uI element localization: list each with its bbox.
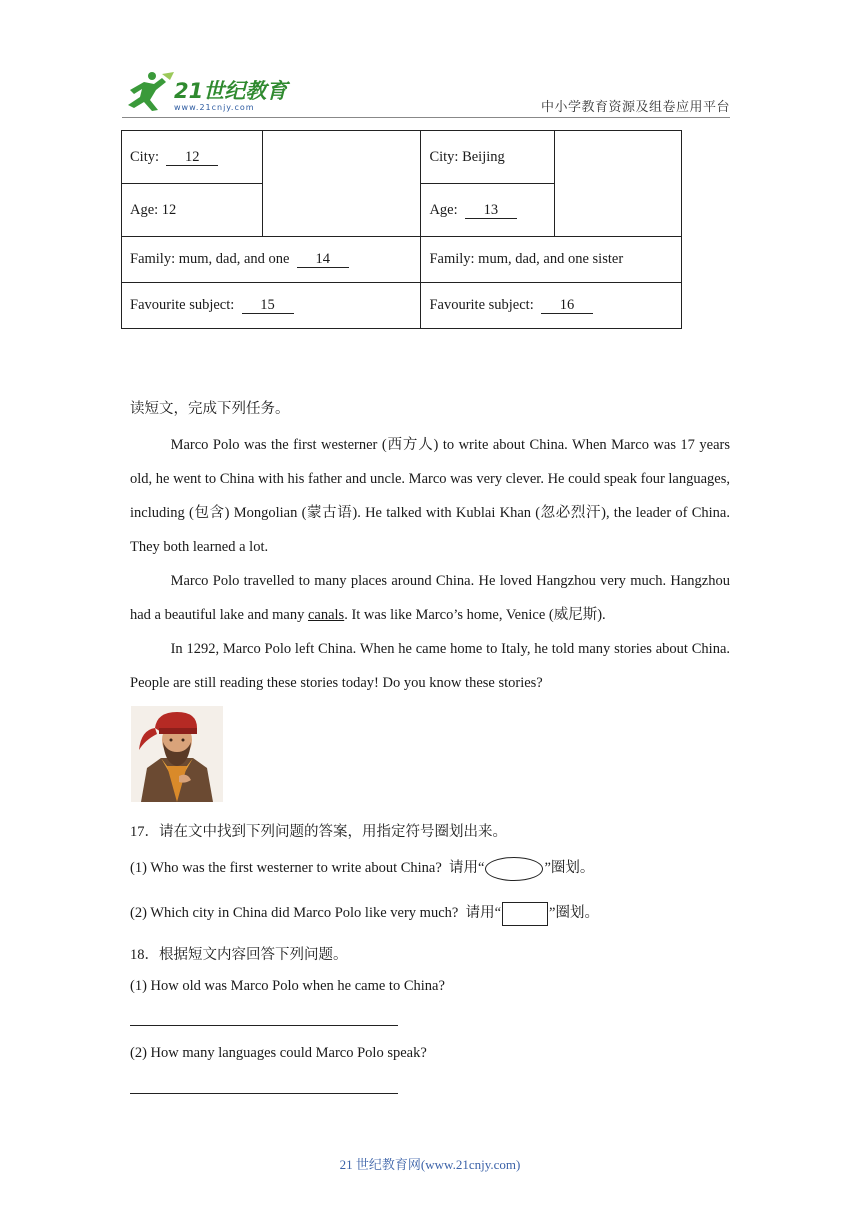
question-17-1	[130, 856, 594, 881]
left-age-cell: Age: 12	[122, 184, 263, 237]
question-17-1-pre: 请用“	[449, 860, 485, 876]
question-17-2-post: ”圈划。	[549, 905, 599, 921]
oval-symbol	[485, 857, 543, 881]
question-18-title: 18．根据短文内容回答下列问题。	[130, 947, 348, 963]
question-17-title: 17．请在文中找到下列问题的答案，用指定符号圈划出来。	[130, 824, 507, 840]
question-17-1-text: (1) Who was the first westerner to write about China?	[130, 860, 442, 876]
right-age-cell	[421, 184, 555, 237]
answer-line-18-1[interactable]	[130, 1025, 398, 1026]
blank-12: 12	[166, 149, 218, 166]
marco-polo-portrait	[131, 706, 223, 802]
reading-instruction: 读短文，完成下列任务。	[130, 401, 290, 417]
paragraph-1: Marco Polo was the first westerner (西方人) to write about China. When Marco was 17 years old, he went to China with his father and uncle. Marco was very clever. He could speak four languages, including (包含) Mongolian (蒙古语). He talked with Kublai Khan (忽必烈汗), the leader of China. They both learned a lot.	[130, 437, 730, 555]
portrait-illustration-icon	[131, 706, 223, 802]
left-photo-cell	[262, 131, 421, 237]
right-city-cell: City: Beijing	[421, 131, 555, 184]
info-table	[121, 130, 682, 329]
header-platform-text: 中小学教育资源及组卷应用平台	[540, 100, 730, 115]
paragraph-2	[130, 564, 730, 632]
question-17-2-text: (2) Which city in China did Marco Polo like very much?	[130, 905, 459, 921]
right-photo-cell	[555, 131, 682, 237]
right-subject-cell	[421, 283, 682, 329]
logo-runner-icon	[122, 70, 292, 114]
left-city-cell	[122, 131, 263, 184]
family-label: Family: mum, dad, and one	[130, 251, 290, 267]
logo	[122, 70, 292, 114]
right-family-cell: Family: mum, dad, and one sister	[421, 237, 682, 283]
blank-13: 13	[465, 202, 517, 219]
subject-label: Favourite subject:	[130, 297, 235, 313]
age-label: Age:	[429, 201, 458, 218]
question-17-1-post: ”圈划。	[544, 860, 595, 876]
question-17-2	[130, 901, 599, 926]
logo-url: www.21cnjy.com	[174, 103, 255, 112]
reading-passage	[130, 428, 730, 700]
canals-word: canals	[307, 607, 345, 623]
blank-14: 14	[297, 251, 349, 268]
left-family-cell	[122, 237, 421, 283]
logo-text: 21世纪教育	[174, 79, 288, 103]
header-divider	[122, 117, 730, 118]
blank-16: 16	[541, 297, 593, 314]
city-label: City:	[130, 148, 160, 165]
paragraph-2-text-b: . It was like Marco’s home, Venice (威尼斯).	[344, 607, 606, 623]
subject-label: Favourite subject:	[429, 297, 534, 313]
question-18-1: (1) How old was Marco Polo when he came to China?	[130, 978, 445, 994]
left-subject-cell	[122, 283, 421, 329]
answer-line-18-2[interactable]	[130, 1093, 398, 1094]
blank-15: 15	[242, 297, 294, 314]
footer-text[interactable]: 21 世纪教育网(www.21cnjy.com)	[339, 1157, 521, 1172]
question-17-2-pre: 请用“	[465, 905, 502, 921]
question-18-2: (2) How many languages could Marco Polo speak?	[130, 1045, 427, 1061]
rectangle-symbol	[502, 902, 548, 926]
paragraph-3: In 1292, Marco Polo left China. When he came home to Italy, he told many stories about China. People are still reading these stories today! Do you know these stories?	[130, 641, 730, 691]
paragraph-2-text-a: Marco Polo travelled to many places around China. He loved Hangzhou very much. Hangzhou had a beautiful lake and many	[130, 573, 730, 623]
